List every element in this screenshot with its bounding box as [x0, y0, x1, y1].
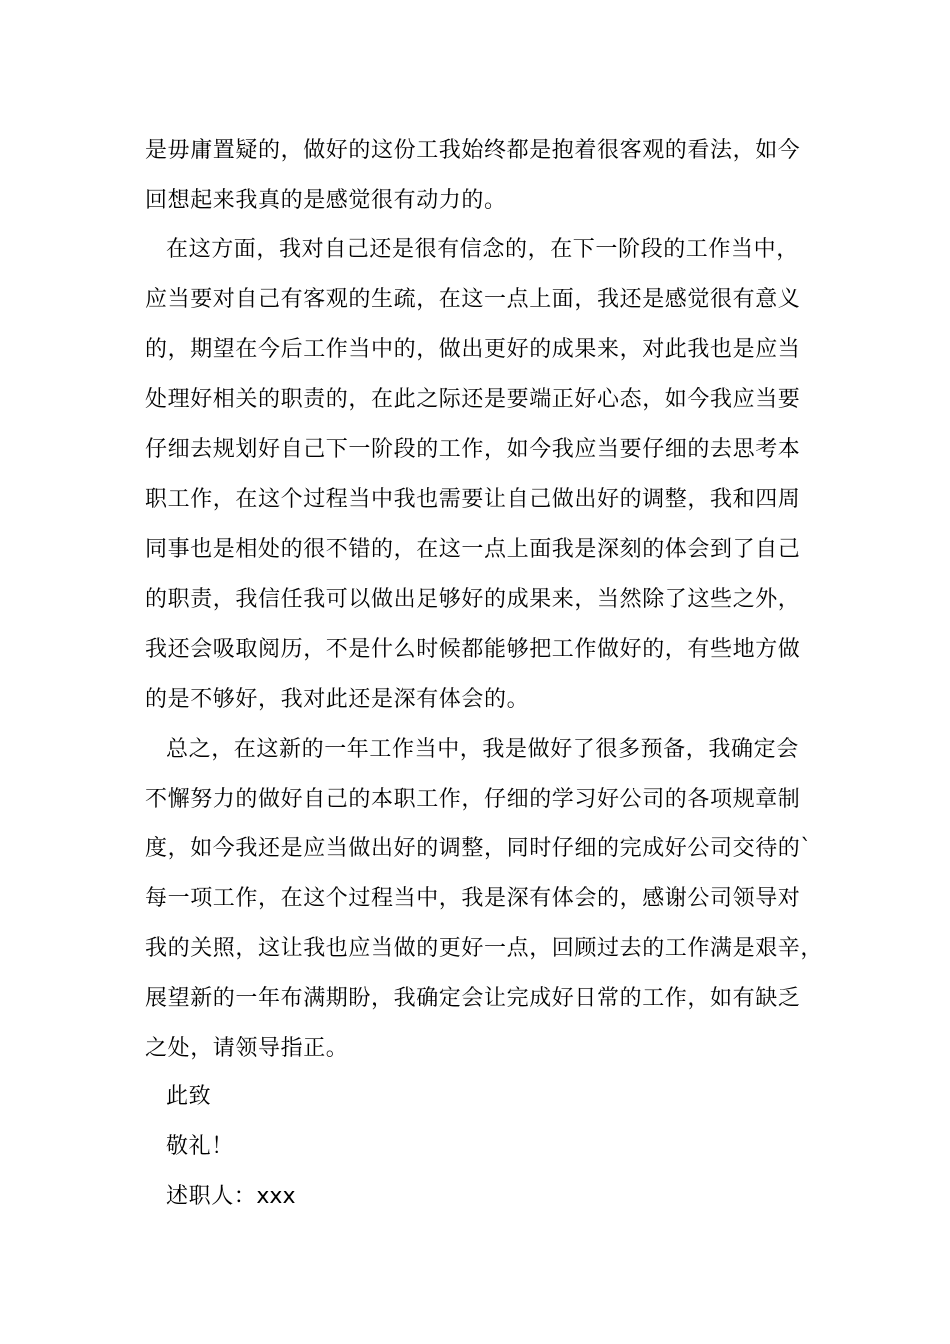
paragraph-2-line-7: 同事也是相处的很不错的，在这一点上面我是深刻的体会到了自己 [145, 537, 801, 562]
paragraph-1-line-1: 是毋庸置疑的，做好的这份工我始终都是抱着很客观的看法，如今 [145, 138, 801, 163]
closing-salutation: 此致 [166, 1084, 212, 1109]
paragraph-1-line-2: 回想起来我真的是感觉很有动力的。 [145, 188, 507, 213]
paragraph-2-line-3: 的，期望在今后工作当中的，做出更好的成果来，对此我也是应当 [145, 337, 801, 362]
paragraph-3-line-3: 度，如今我还是应当做出好的调整，同时仔细的完成好公司交待的` [145, 836, 813, 861]
paragraph-3-line-7: 之处，请领导指正。 [145, 1036, 349, 1061]
paragraph-2-line-9: 我还会吸取阅历，不是什么时候都能够把工作做好的，有些地方做 [145, 637, 801, 662]
paragraph-2-line-5: 仔细去规划好自己下一阶段的工作，如今我应当要仔细的去思考本 [145, 437, 801, 462]
paragraph-2-line-6: 职工作，在这个过程当中我也需要让自己做出好的调整，我和四周 [145, 487, 801, 512]
signature-label: 述职人： [166, 1184, 257, 1209]
paragraph-3-line-1: 总之，在这新的一年工作当中，我是做好了很多预备，我确定会 [166, 737, 799, 762]
paragraph-2-line-4: 处理好相关的职责的，在此之际还是要端正好心态，如今我应当要 [145, 387, 801, 412]
closing-regards: 敬礼！ [166, 1134, 234, 1159]
paragraph-2-line-8: 的职责，我信任我可以做出足够好的成果来，当然除了这些之外， [145, 587, 801, 612]
paragraph-3-line-4: 每一项工作，在这个过程当中，我是深有体会的，感谢公司领导对 [145, 886, 801, 911]
paragraph-2-line-2: 应当要对自己有客观的生疏，在这一点上面，我还是感觉很有意义 [145, 287, 801, 312]
paragraph-2-line-1: 在这方面，我对自己还是很有信念的，在下一阶段的工作当中， [166, 237, 799, 262]
paragraph-2-line-10: 的是不够好，我对此还是深有体会的。 [145, 687, 530, 712]
signature-line [166, 1182, 295, 1212]
paragraph-3-line-6: 展望新的一年布满期盼，我确定会让完成好日常的工作，如有缺乏 [145, 986, 801, 1011]
paragraph-3-line-2: 不懈努力的做好自己的本职工作，仔细的学习好公司的各项规章制 [145, 787, 801, 812]
paragraph-3-line-5: 我的关照，这让我也应当做的更好一点，回顾过去的工作满是艰辛， [145, 936, 824, 961]
signature-name: xxx [256, 1184, 296, 1209]
